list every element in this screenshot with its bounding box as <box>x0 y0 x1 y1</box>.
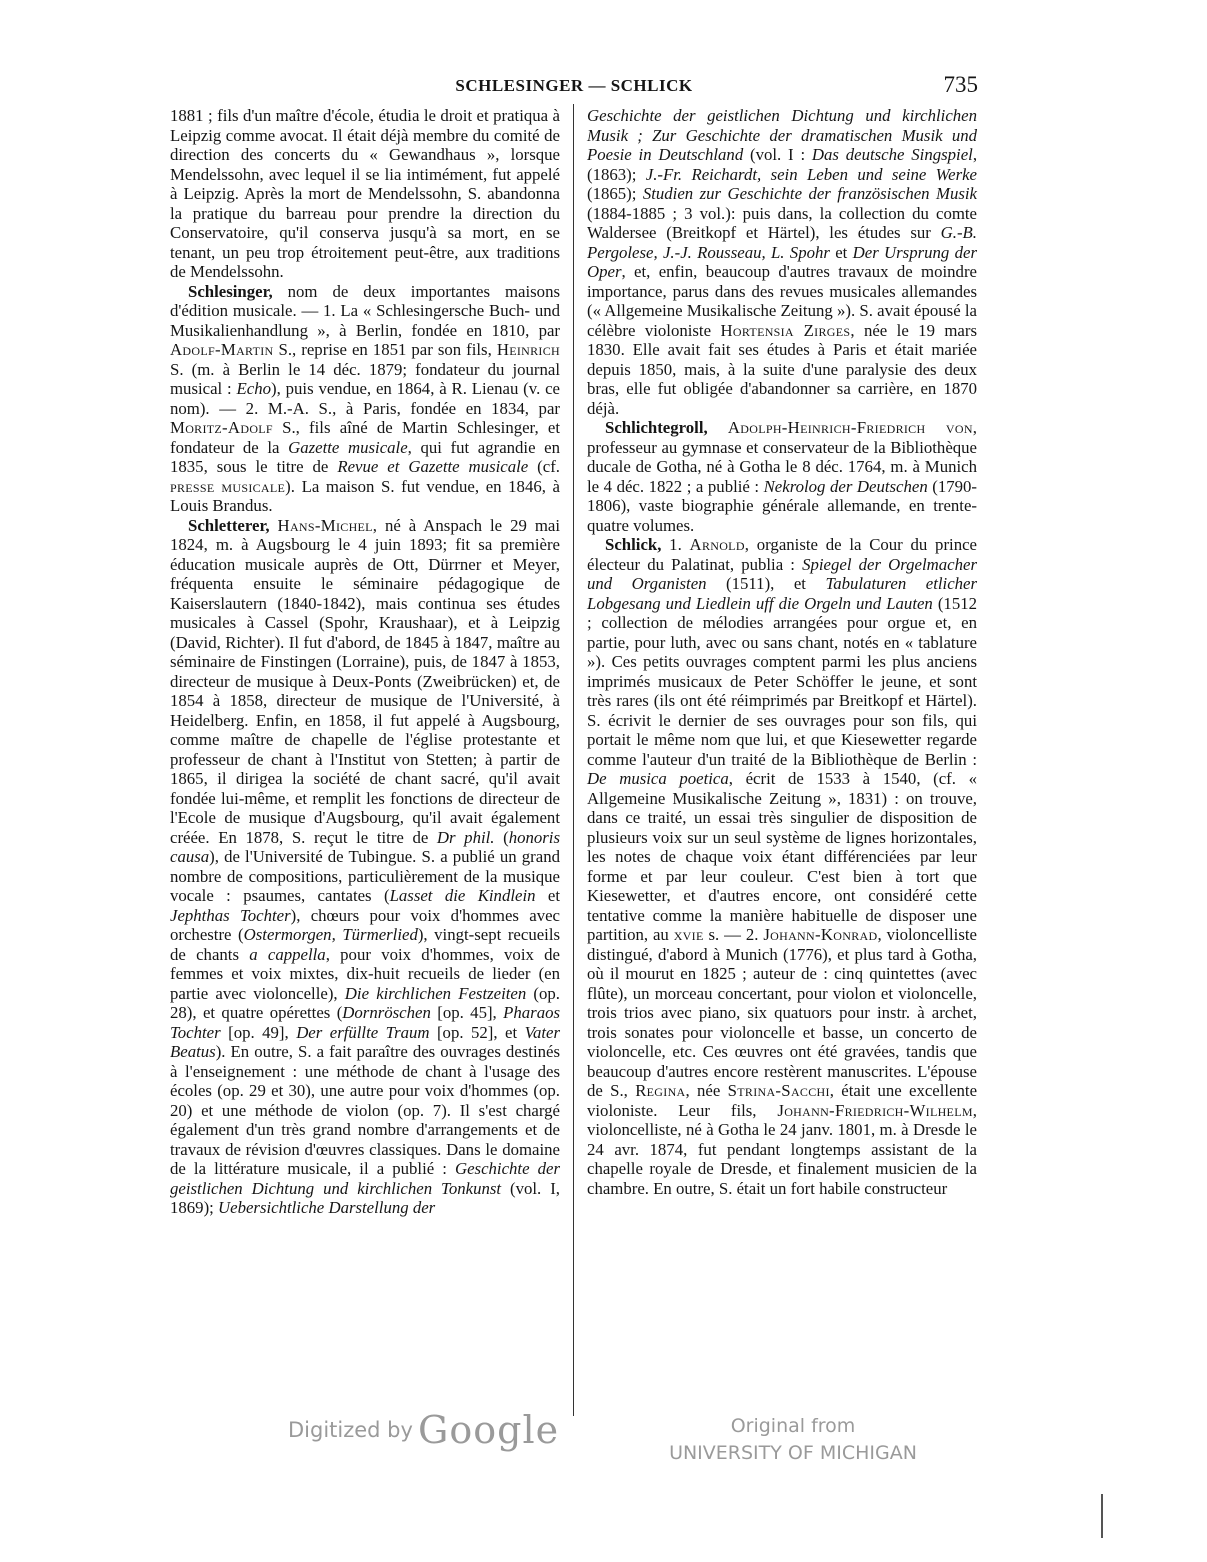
right-column <box>587 106 977 1198</box>
scan-edge-mark <box>1101 1494 1103 1538</box>
entry-head: Schlick, <box>605 535 662 554</box>
left-column <box>170 106 560 1218</box>
digitized-by-google-watermark <box>288 1408 559 1452</box>
paragraph-schletterer-continued: Geschichte der geistlichen Dichtung und kirchlichen Musik ; Zur Geschichte der dramatischen Musik und Poesie in Deutschland (vol. I : Das deutsche Singspiel, (1863); J.-Fr. Reichardt, sein Leben und seine Werke (1865); Studien zur Geschichte der französischen Musik (1884-1885 ; 3 vol.): puis dans, la collection du comte Waldersee (Breitkopf et Härtel), les études sur G.-B. Pergolese, J.-J. Rousseau, L. Spohr et Der Ursprung der Oper, et, enfin, beaucoup d'autres travaux de moindre importance, parus dans des revues musicales allemandes (« Allgemeine Musikalische Zeitung »). S. avait épousé la célèbre violoniste Hortensia Zirges, née le 19 mars 1830. Elle avait fait ses études à Paris et était mariée depuis 1850, mais, à la suite d'une paralysie des deux bras, elle fut obligée d'abandonner sa carrière, en 1870 déjà. <box>587 106 978 418</box>
page-number: 735 <box>943 72 978 97</box>
original-from-watermark <box>668 1413 918 1467</box>
entry-schlichtegroll: Schlichtegroll, Adolph-Heinrich-Friedrich von, professeur au gymnase et conservateur de la Bibliothèque ducale de Gotha, né à Gotha le 8 déc. 1764, m. à Munich le 4 déc. 1822 ; a publié : Nekrolog der Deutschen (1790-1806), vaste biographie générale allemande, en trente-quatre volumes. <box>587 418 978 535</box>
column-divider <box>573 104 574 1416</box>
original-from-label: Original from <box>730 1415 856 1437</box>
running-head: SCHLESINGER — SCHLICK <box>455 76 693 95</box>
paragraph-schlesinger-continued: 1881 ; fils d'un maître d'école, étudia le droit et pratiqua à Leipzig comme avocat. Il était déjà membre du comité de direction des concerts du « Gewandhaus », lorsque Mendelssohn, avec lequel il se lia intimément, fut appelé à Leipzig. Après la mort de Mendelssohn, S. abandonna la pratique du barreau pour prendre la direction du Conservatoire, qu'il conserva jusqu'à sa mort, en se tenant, un peu trop étroitement peut-être, aux traditions de Mendelssohn. <box>170 106 560 281</box>
google-logo-text: Google <box>418 1408 560 1452</box>
entry-schlick: Schlick, 1. Arnold, organiste de la Cour du prince électeur du Palatinat, publia : Spiegel der Orgelmacher und Organisten (1511), et Tabulaturen etlicher Lobgesang und Liedlein uff die Orgeln und Lauten (1512 ; collection de mélodies arrangées pour orgue et, en partie, pour luth, avec ou sans chant, notés en « tablature »). Ces petits ouvrages comptent parmi les plus anciens imprimés musicaux de Peter Schöffer le jeune, et sont très rares (ils ont été réimprimés par Breitkopf et Härtel). S. écrivit le dernier de ses ouvrages pour son fils, qui portait le même nom que lui, et que Kiesewetter regarde comme l'auteur d'un traité de la Bibliothèque de Berlin : De musica poetica, écrit de 1533 à 1540, (cf. « Allgemeine Musikalische Zeitung », 1831) : on trouve, dans ce traité, un essai très singulier de disposition de plusieurs voix sur un seul système de lignes horizontales, les notes de chaque voix étant différenciées par leur forme et par leur couleur. C'est bien à tort que Kiesewetter, et d'autres encore, ont considéré cette tentative comme la manière habituelle de disposer une partition, au xvie s. — 2. Johann-Konrad, violoncelliste distingué, d'abord à Munich (1776), et plus tard à Gotha, où il mourut en 1825 ; auteur de : cinq quintettes (avec flûte), un morceau concertant, pour violon et violoncelle, trois trios avec piano, six quatuors pour instr. à archet, trois sonates pour violoncelle et basse, un concerto de violoncelle, etc. Ces œuvres ont été gravées, tandis que beaucoup d'autres encore restèrent manuscrites. L'épouse de S., Regina, née Strina-Sacchi, était une excellente violoniste. Leur fils, Johann-Friedrich-Wilhelm, violoncelliste, né à Gotha le 24 janv. 1801, m. à Dresde le 24 avr. 1874, fut pendant longtemps assistant de la chapelle royale de Dresde, et finalement musicien de la chambre. En outre, S. était un fort habile constructeur <box>587 535 978 1198</box>
entry-head: Schlichtegroll, <box>605 418 708 437</box>
entry-schletterer: Schletterer, Hans-Michel, né à Anspach le 29 mai 1824, m. à Augsbourg le 4 juin 1893; fit sa première éducation musicale auprès de Ott, Dürrner et Meyer, fréquenta ensuite le séminaire pédagogique de Kaiserslautern (1840-1842), mais continua ses études musicales à Cassel (Spohr, Kraushaar), et à Leipzig (David, Richter). Il fut d'abord, de 1845 à 1847, maître au séminaire de Finstingen (Lorraine), puis, de 1847 à 1853, directeur de musique à Deux-Ponts (Zweibrücken) et, de 1854 à 1858, directeur de musique de l'Université, à Heidelberg. Enfin, en 1858, il fut appelé à Augsbourg, comme maître de chapelle de l'église protestante et professeur de chant à l'Institut von Stetten; à partir de 1865, il dirigea la société de chant sacré, qu'il avait fondée lui-même, et remplit les fonctions de directeur de l'Ecole de musique d'Augsbourg, qu'il avait également créée. En 1878, S. reçut le titre de Dr phil. (honoris causa), de l'Université de Tubingue. S. a publié un grand nombre de compositions, particulièrement de la musique vocale : psaumes, cantates (Lasset die Kindlein et Jephthas Tochter), chœurs pour voix d'hommes avec orchestre (Ostermorgen, Türmerlied), vingt-sept recueils de chants a cappella, pour voix d'hommes, voix de femmes et voix mixtes, dix-huit recueils de lieder (en partie avec violoncelle), Die kirchlichen Festzeiten (op. 28), et quatre opérettes (Dornröschen [op. 45], Pharaos Tochter [op. 49], Der erfüllte Traum [op. 52], et Vater Beatus). En outre, S. a fait paraître des ouvrages destinés à l'enseignement : une méthode de chant à l'usage des écoles (op. 29 et 30), une autre pour voix d'hommes (op. 20) et une méthode de violon (op. 7). Il s'est chargé également d'un très grand nombre d'arrangements et de travaux de révision d'œuvres classiques. Dans le domaine de la littérature musicale, il a publié : Geschichte der geistlichen Dichtung und kirchlichen Tonkunst (vol. I, 1869); Uebersichtliche Darstellung der <box>170 515 561 1217</box>
university-label: UNIVERSITY OF MICHIGAN <box>669 1442 917 1464</box>
entry-head: Schlesinger, <box>188 281 273 301</box>
entry-schlesinger: Schlesinger, nom de deux importantes maisons d'édition musicale. — 1. La « Schlesingersche Buch- und Musikalienhandlung », à Berlin, fondée en 1810, par Adolf-Martin S., reprise en 1851 par son fils, Heinrich S. (m. à Berlin le 14 déc. 1879; fondateur du journal musical : Echo), puis vendue, en 1864, à R. Lienau (v. ce nom). — 2. M.-A. S., à Paris, fondée en 1834, par Moritz-Adolf S., fils aîné de Martin Schlesinger, et fondateur de la Gazette musicale, qui fut agrandie en 1835, sous le titre de Revue et Gazette musicale (cf. presse musicale). La maison S. fut vendue, en 1846, à Louis Brandus. <box>170 281 561 515</box>
page-header <box>170 72 978 102</box>
digitized-by-label: Digitized by <box>288 1418 413 1442</box>
entry-head: Schletterer, <box>188 515 270 535</box>
